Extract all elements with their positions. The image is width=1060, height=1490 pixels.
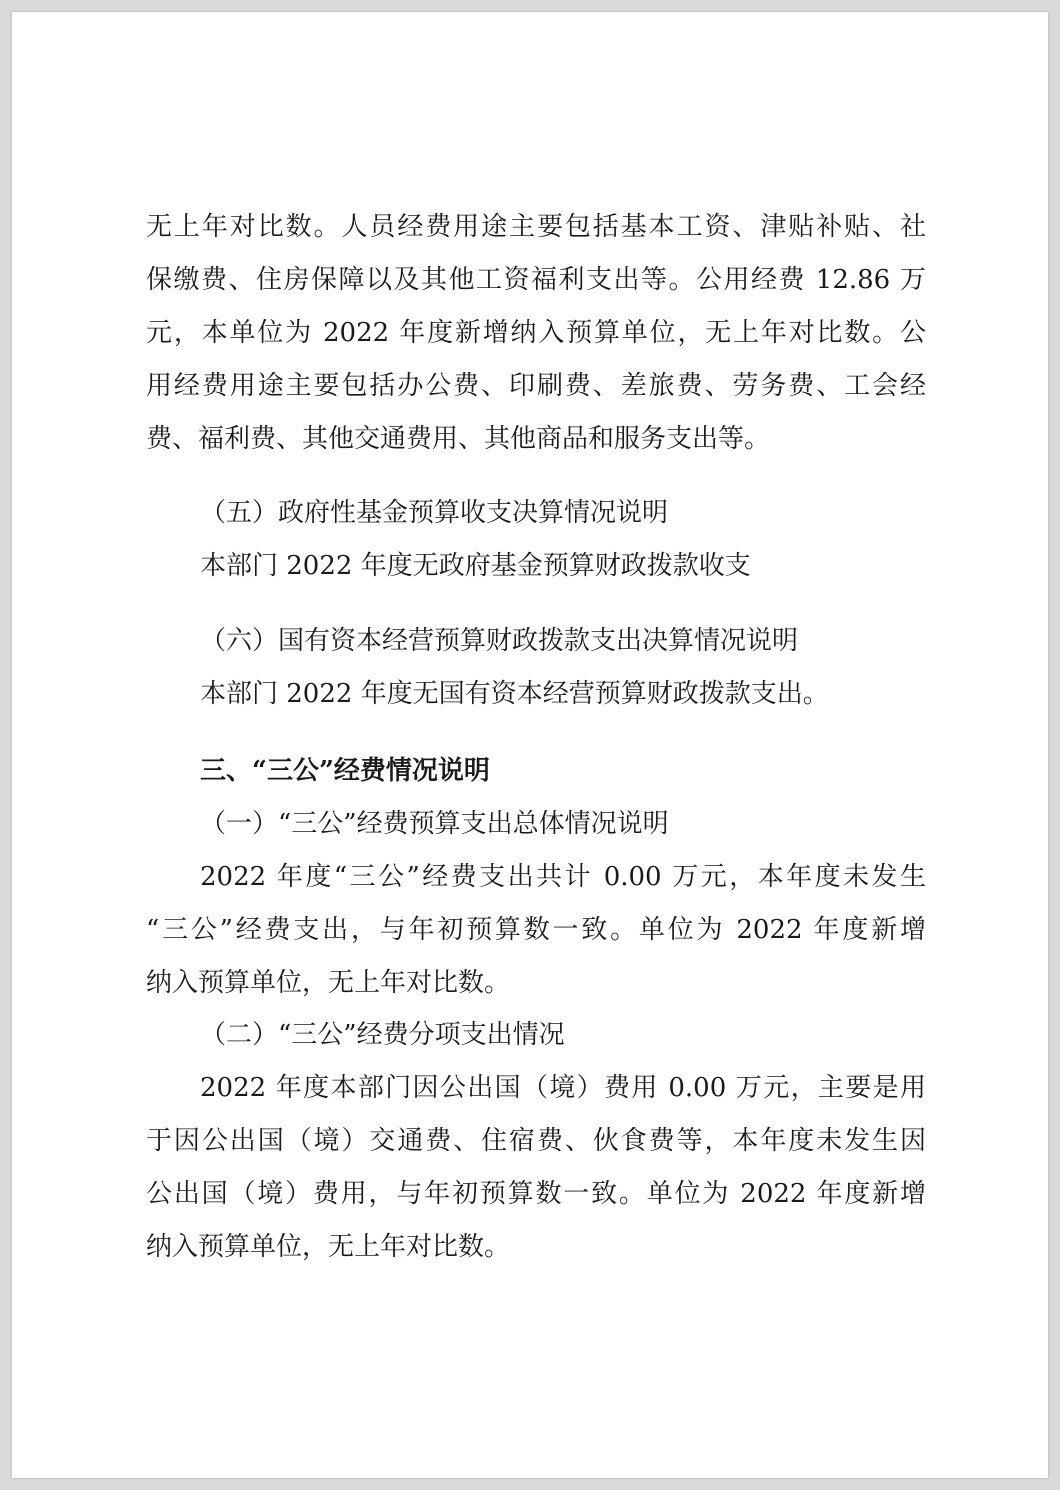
paragraph-line: 公出国（境）费用，与年初预算数一致。单位为 2022 年度新增 <box>146 1179 926 1209</box>
paragraph-line: 元，本单位为 2022 年度新增纳入预算单位，无上年对比数。公 <box>146 318 926 348</box>
paragraph-six: 本部门 2022 年度无国有资本经营预算财政拨款支出。 <box>200 679 829 709</box>
paragraph-line: 于因公出国（境）交通费、住宿费、伙食费等，本年度未发生因 <box>146 1126 926 1156</box>
paragraph-five: 本部门 2022 年度无政府基金预算财政拨款收支 <box>200 551 751 581</box>
subheading-six: （六）国有资本经营预算财政拨款支出决算情况说明 <box>200 626 799 656</box>
paragraph-line: 无上年对比数。人员经费用途主要包括基本工资、津贴补贴、社 <box>146 212 926 242</box>
subheading-three-two: （二）“三公”经费分项支出情况 <box>200 1020 565 1050</box>
paragraph-line: 2022 年度本部门因公出国（境）费用 0.00 万元，主要是用 <box>200 1073 926 1103</box>
paragraph-line: 保缴费、住房保障以及其他工资福利支出等。公用经费 12.86 万 <box>146 265 926 295</box>
paragraph-line: “三公”经费支出，与年初预算数一致。单位为 2022 年度新增 <box>146 915 926 945</box>
document-page <box>12 12 1048 1478</box>
paragraph-line: 纳入预算单位，无上年对比数。 <box>146 968 511 998</box>
paragraph-line: 费、福利费、其他交通费用、其他商品和服务支出等。 <box>146 424 771 454</box>
paragraph-line: 用经费用途主要包括办公费、印刷费、差旅费、劳务费、工会经 <box>146 371 926 401</box>
section-three-heading: 三、“三公”经费情况说明 <box>200 756 490 786</box>
paragraph-line: 纳入预算单位，无上年对比数。 <box>146 1232 511 1262</box>
subheading-three-one: （一）“三公”经费预算支出总体情况说明 <box>200 809 669 839</box>
paragraph-line: 2022 年度“三公”经费支出共计 0.00 万元，本年度未发生 <box>200 862 926 892</box>
subheading-five: （五）政府性基金预算收支决算情况说明 <box>200 498 669 528</box>
